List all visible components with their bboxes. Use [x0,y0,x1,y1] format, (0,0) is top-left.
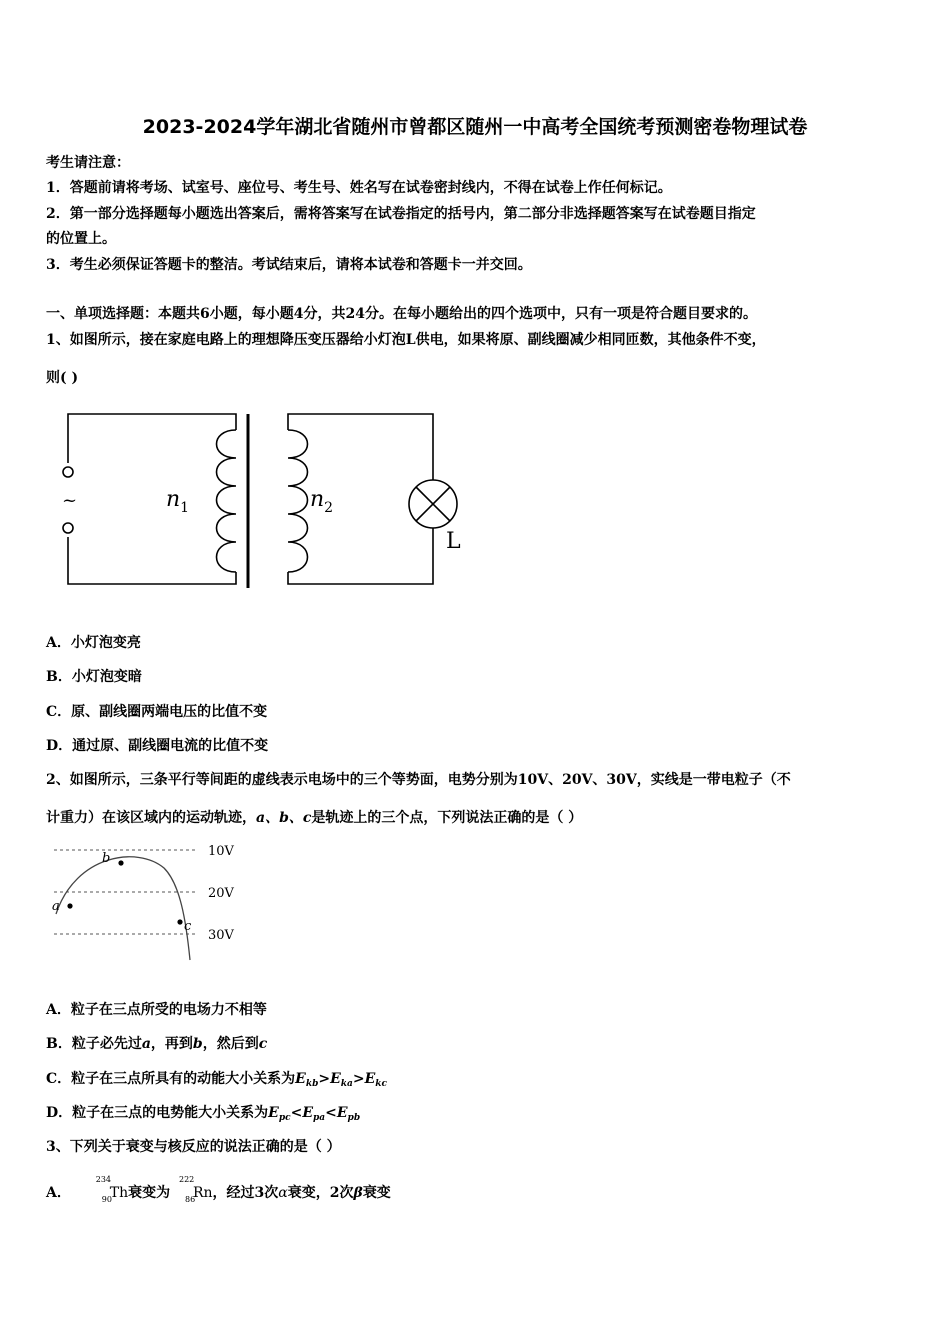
point-a-label: a [52,899,60,914]
option: A．小灯泡变亮 [46,635,141,651]
question-2-stem: 2、如图所示，三条平行等间距的虚线表示电场中的三个等势面，电势分别为10V、20V、30V，实线是一带电粒子（不 [46,772,791,788]
option: B．粒子必先过a，再到b，然后到c [46,1036,268,1052]
question-1-stem: 1、如图所示，接在家庭电路上的理想降压变压器给小灯泡L供电，如果将原、副线圈减少相同匝数，其他条件不变， [46,332,766,348]
option: D．粒子在三点的电势能大小关系为$E_{pc}<E_{pa}<E_{pb}$ [46,1105,361,1123]
equipotential-trajectory-diagram [46,838,256,966]
potential-30v-label: 30V [208,928,234,943]
notice-heading: 考生请注意： [46,155,130,171]
option: D．通过原、副线圈电流的比值不变 [46,738,269,754]
n1-label: n [166,487,181,512]
transformer-circuit-diagram [40,400,480,600]
option: B．小灯泡变暗 [46,669,142,685]
n2-label: n [310,487,325,512]
notice-item: 3．考生必须保证答题卡的整洁。考试结束后，请将本试卷和答题卡一并交回。 [46,257,532,273]
thorium-nuclide: 234 90 Th [95,1175,129,1204]
point-b-label: b [102,851,111,866]
option: C．原、副线圈两端电压的比值不变 [46,704,268,720]
svg-text:n2 [310,487,333,516]
n1-subscript: 1 [180,500,190,516]
section-heading: 一、单项选择题：本题共6小题，每小题4分，共24分。在每小题给出的四个选项中，只有一项是符合题目要求的。 [46,306,757,322]
notice-item: 1．答题前请将考场、试室号、座位号、考生号、姓名写在试卷密封线内，不得在试卷上作任何标记。 [46,180,672,196]
question-1-stem-end: 则( ) [46,370,79,386]
page-title: 2023-2024学年湖北省随州市曾都区随州一中高考全国统考预测密卷物理试卷 [142,116,808,138]
svg-text:n1 [166,487,189,516]
question-2-stem-cont: 计重力）在该区域内的运动轨迹，a、b、c是轨迹上的三个点，下列说法正确的是（ ） [46,810,583,826]
potential-10v-label: 10V [208,844,234,859]
radon-nuclide: 222 86 Rn [178,1175,213,1204]
point-c-label: c [184,919,192,934]
ac-source-symbol: ~ [62,490,78,511]
lamp-label: L [446,529,461,554]
option: C．粒子在三点所具有的动能大小关系为$E_{kb}>E_{ka}>E_{kc}$ [46,1071,387,1089]
option: A．粒子在三点所受的电场力不相等 [46,1002,267,1018]
option: A． 234 90 Th衰变为 222 86 Rn，经过3次α衰变，2次β衰变 [46,1175,391,1204]
n2-subscript: 2 [324,500,334,516]
question-3-stem: 3、下列关于衰变与核反应的说法正确的是（ ） [46,1139,341,1155]
notice-item: 2．第一部分选择题每小题选出答案后，需将答案写在试卷指定的括号内，第二部分非选择题答案写在试卷题目指定 [46,206,756,222]
notice-item: 的位置上。 [46,231,116,247]
potential-20v-label: 20V [208,886,234,901]
